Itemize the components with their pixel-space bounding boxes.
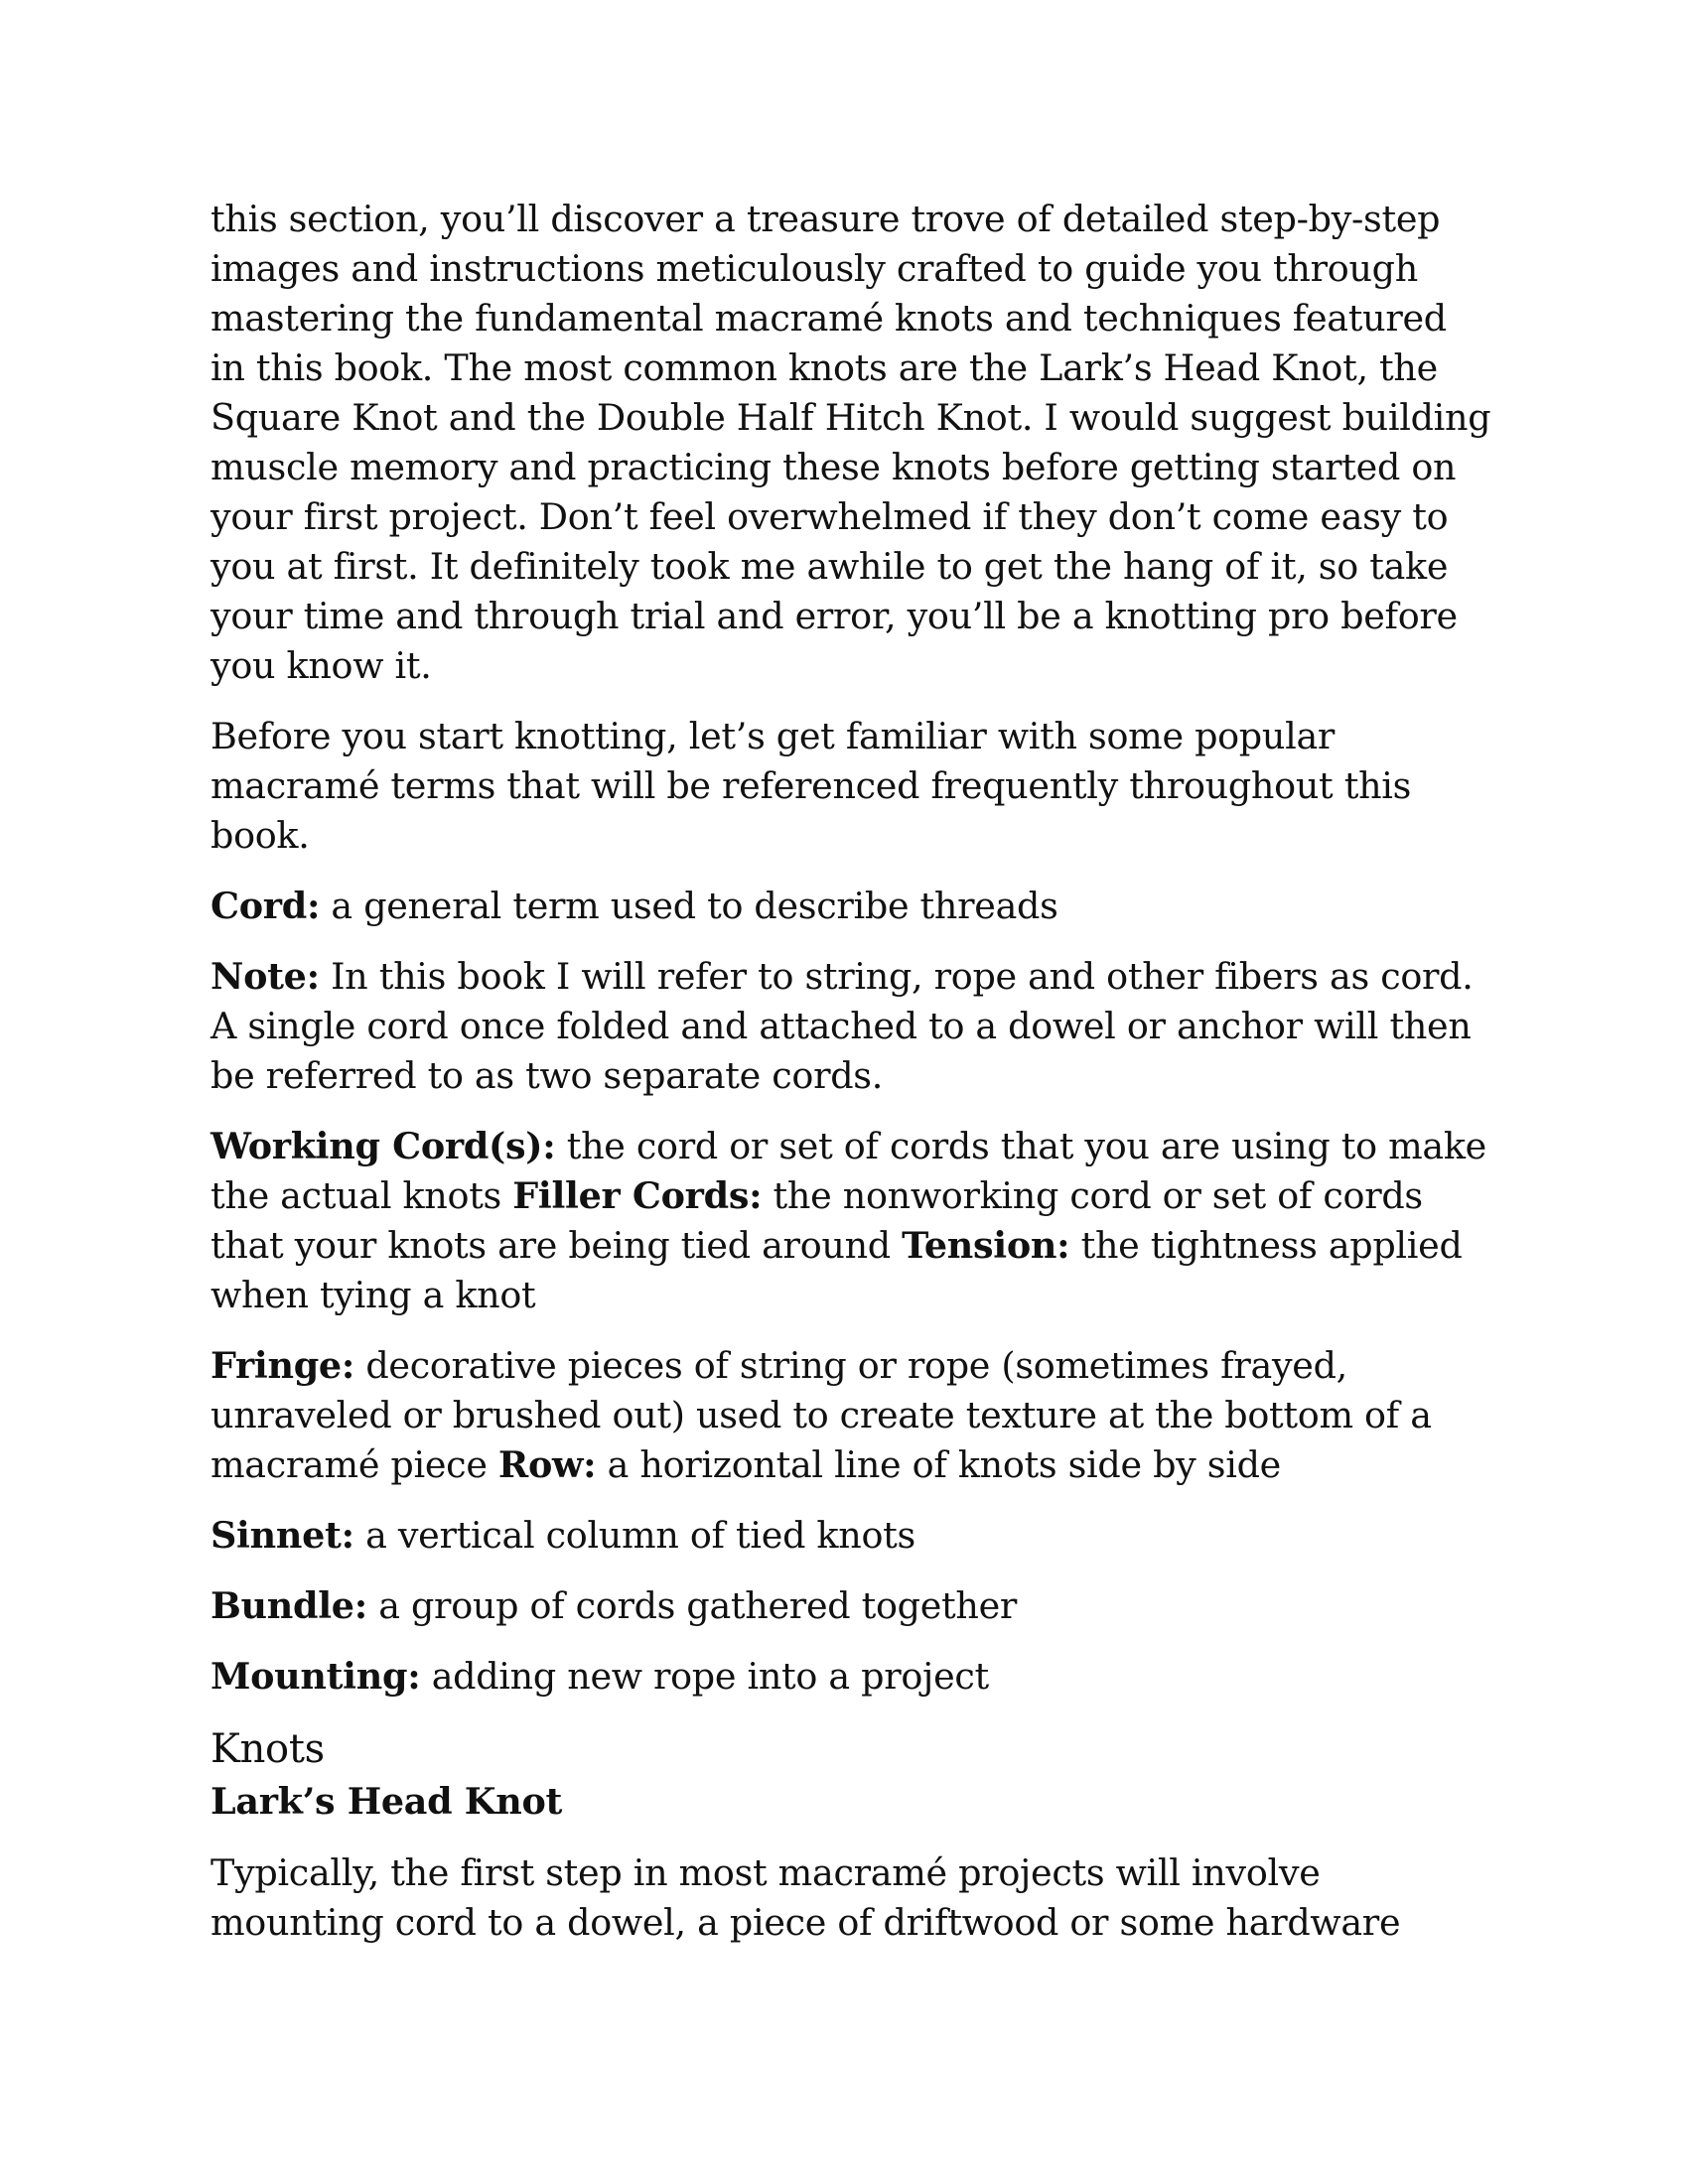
glossary-note	[211, 952, 1491, 1101]
glossary-sinnet	[211, 1511, 1491, 1561]
glossary-term: Note:	[211, 955, 320, 998]
glossary-definition: In this book I will refer to string, rope and other fibers as cord. A single cord once folded and attached to a dowel or anchor will then be referred to as two separate cords.	[211, 955, 1474, 1097]
glossary-term: Row:	[497, 1443, 597, 1486]
glossary-definition: adding new rope into a project	[420, 1655, 989, 1698]
glossary-definition: the nonworking cord or set of cords that your knots are being tied around	[211, 1174, 1423, 1267]
glossary-definition: decorative pieces of string or rope (sometimes frayed, unraveled or brushed out) used to create texture at the bottom of a macramé piece	[211, 1344, 1432, 1486]
terms-intro-paragraph: Before you start knotting, let’s get familiar with some popular macramé terms that will be referenced frequently throughout this book.	[211, 715, 1412, 857]
glossary-bundle	[211, 1581, 1491, 1631]
glossary-fringe	[211, 1341, 1491, 1490]
glossary-term: Filler Cords:	[512, 1174, 763, 1217]
glossary-working-cords	[211, 1122, 1491, 1320]
larks-head-heading: Lark’s Head Knot	[211, 1780, 563, 1823]
glossary-term: Working Cord(s):	[211, 1125, 556, 1167]
glossary-mounting	[211, 1652, 1491, 1702]
glossary-definition: the cord or set of cords that you are using to make the actual knots	[211, 1125, 1486, 1217]
glossary-definition: a general term used to describe threads	[320, 885, 1058, 927]
glossary-term: Sinnet:	[211, 1514, 354, 1557]
glossary-definition: the tightness applied when tying a knot	[211, 1224, 1463, 1316]
knots-heading: Knots	[211, 1726, 325, 1772]
document-page	[211, 195, 1491, 1969]
larks-head-paragraph: Typically, the first step in most macramé projects will involve mounting cord to a dowel, a piece of driftwood or some hardware	[211, 1851, 1401, 1944]
glossary-term: Mounting:	[211, 1655, 421, 1698]
intro-paragraph: this section, you’ll discover a treasure trove of detailed step-by-step images and instructions meticulously crafted to guide you through mastering the fundamental macramé knots and techniques featured in this book. The most common knots are the Lark’s Head Knot, the Square Knot and the Double Half Hitch Knot. I would suggest building muscle memory and practicing these knots before getting started on your first project. Don’t feel overwhelmed if they don’t come easy to you at first. It definitely took me awhile to get the hang of it, so take your time and through trial and error, you’ll be a knotting pro before you know it.	[211, 198, 1491, 687]
glossary-term: Fringe:	[211, 1344, 355, 1387]
glossary-definition: a horizontal line of knots side by side	[596, 1443, 1281, 1486]
glossary-definition: a vertical column of tied knots	[353, 1514, 915, 1557]
glossary-definition: a group of cords gathered together	[366, 1584, 1018, 1627]
glossary-cord	[211, 882, 1491, 931]
glossary-term: Tension:	[902, 1224, 1070, 1267]
glossary-term: Cord:	[211, 885, 321, 927]
glossary-term: Bundle:	[211, 1584, 367, 1627]
